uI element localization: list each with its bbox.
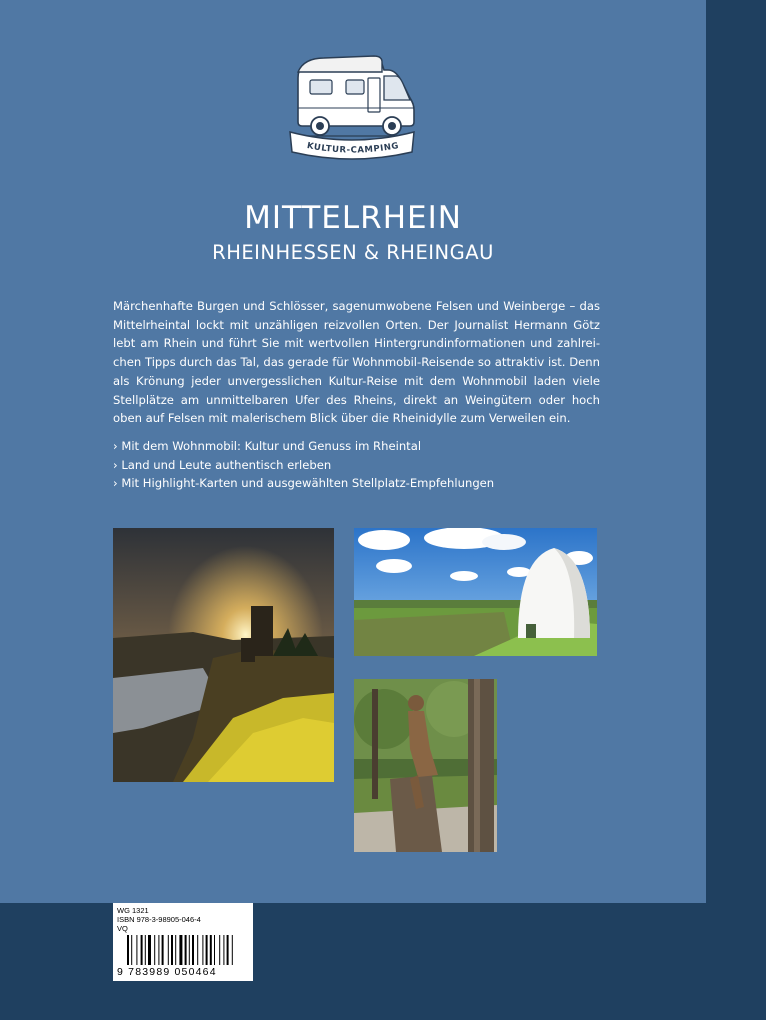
barcode-label [113, 903, 253, 981]
feature-list [113, 437, 613, 493]
barcode-bars [127, 935, 247, 965]
isbn-text: ISBN 978-3-98905-046-4 [117, 915, 201, 924]
castle-sunset-photo [113, 528, 334, 782]
main-title: MITTELRHEIN [244, 200, 462, 236]
feature-item: › Land und Leute authentisch erleben [113, 457, 332, 472]
barcode-number: 9 783989 050464 [117, 966, 217, 978]
extra-code: VQ [117, 924, 128, 933]
feature-item: › Mit Highlight-Karten und ausgewählten Stellplatz-Empfehlungen [113, 476, 495, 491]
bronze-statue-photo [354, 679, 497, 852]
description-text: Märchenhafte Burgen und Schlösser, sagenumwobene Felsen und Weinberge – das Mittelrheintal lockt mit unzähligen reizvollen Orten. Der Journalist Hermann Götz lebt am Rhein und führt Sie mit wertvollen Hintergrundinformationen und zahlreichen Tipps durch das Tal, das gerade für Wohnmobil-Reisende so attraktiv ist. Denn als Krönung jeder unvergesslichen Kultur-Reise mit dem Wohnmobil laden viele Stellplätze am unmittelbaren Ufer des Rheins, direkt an Weingütern oder hoch oben auf Felsen mit malerischem Blick über die Rheinidylle zum Verweilen ein. [113, 299, 600, 426]
trullo-vineyard-photo [354, 528, 597, 656]
article-code: WG 1321 [117, 906, 149, 915]
subtitle: RHEINHESSEN & RHEINGAU [212, 241, 494, 264]
logo-label: KULTUR-CAMPING [306, 141, 400, 156]
feature-item: › Mit dem Wohnmobil: Kultur und Genuss im Rheintal [113, 439, 422, 453]
camper-van-icon [284, 48, 420, 163]
